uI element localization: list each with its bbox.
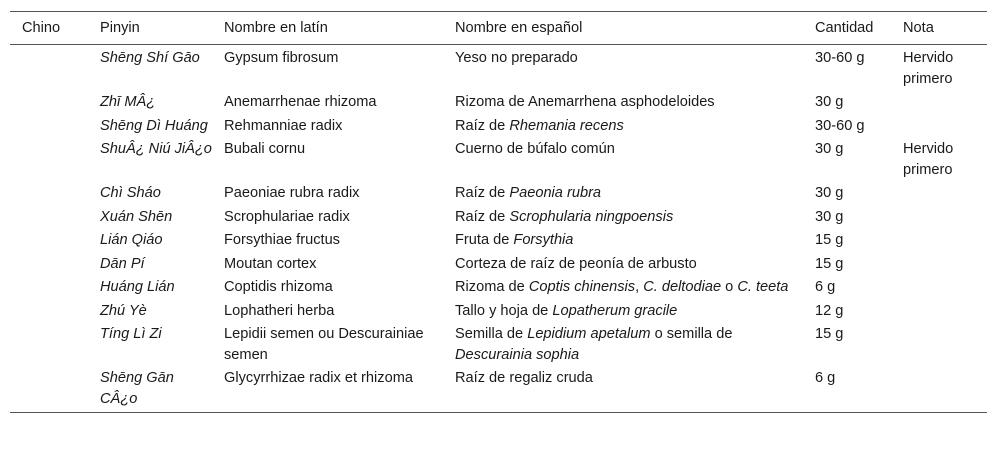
cell-quantity: 15 g <box>815 255 844 272</box>
cell-latin-name: Paeoniae rubra radix <box>224 185 360 201</box>
cell-note <box>897 90 987 114</box>
cell-chinese <box>10 181 94 205</box>
cell-spanish-name <box>449 366 809 413</box>
cell-quantity: 30 g <box>815 141 844 157</box>
cell-pinyin: Xuán Shēn <box>100 208 173 225</box>
cell-latin-name: Bubali cornu <box>224 141 306 157</box>
cell-latin-name: Lepidii semen ou Descurainiae semen <box>224 326 424 363</box>
species-name: Paeonia rubra <box>509 185 602 201</box>
cell-spanish-name <box>449 205 809 229</box>
text-segment: Tallo y hoja de <box>455 302 553 319</box>
table-row <box>10 90 987 114</box>
species-name: Forsythia <box>513 232 574 248</box>
species-name: Rhemania recens <box>509 117 624 134</box>
table-body <box>10 45 987 413</box>
cell-latin-name: Moutan cortex <box>224 255 317 272</box>
cell-note: Hervido primero <box>903 141 954 178</box>
cell-quantity: 30 g <box>815 208 844 225</box>
cell-latin-name: Lophatheri herba <box>224 302 335 319</box>
table-row <box>10 114 987 138</box>
cell-note <box>897 322 987 366</box>
cell-note <box>897 114 987 138</box>
cell-chinese <box>10 205 94 229</box>
species-name: Descurainia sophia <box>455 346 580 363</box>
cell-quantity: 6 g <box>809 366 897 413</box>
table-row <box>10 205 987 229</box>
text-segment: Raíz de regaliz cruda <box>455 370 593 386</box>
text-segment: Rizoma de <box>455 279 529 295</box>
header-latin-name: Nombre en latín <box>218 12 449 45</box>
cell-latin-name: Coptidis rhizoma <box>224 279 333 295</box>
cell-spanish-name <box>449 252 809 276</box>
cell-latin-name: Gypsum fibrosum <box>224 50 339 66</box>
table-row <box>10 181 987 205</box>
text-segment: o <box>721 279 738 295</box>
cell-note <box>897 181 987 205</box>
cell-spanish-name <box>449 181 809 205</box>
cell-pinyin: Shēng Gān CÂ¿o <box>94 366 218 413</box>
cell-latin-name: Anemarrhenae rhizoma <box>224 94 377 110</box>
text-segment: Fruta de <box>455 232 514 248</box>
species-name: Lepidium apetalum <box>527 326 651 342</box>
cell-note <box>897 366 987 413</box>
cell-chinese <box>10 90 94 114</box>
table-row <box>10 137 987 181</box>
cell-quantity: 15 g <box>815 326 844 342</box>
cell-note <box>897 252 987 276</box>
text-segment: Raíz de <box>455 208 510 225</box>
text-segment: Yeso no preparado <box>455 50 578 66</box>
table-row <box>10 322 987 366</box>
text-segment: o semilla de <box>650 326 733 342</box>
herbal-formula-table <box>10 11 987 413</box>
cell-chinese <box>10 228 94 252</box>
text-segment: , <box>635 279 644 295</box>
cell-spanish-name <box>449 299 809 323</box>
cell-pinyin: Dān Pí <box>100 255 145 272</box>
cell-chinese <box>10 137 94 181</box>
species-name: Lopatherum gracile <box>552 302 678 319</box>
cell-latin-name: Forsythiae fructus <box>224 232 340 248</box>
cell-latin-name: Glycyrrhizae radix et rhizoma <box>218 366 449 413</box>
table-row <box>10 228 987 252</box>
cell-spanish-name <box>449 45 809 91</box>
cell-chinese <box>10 366 94 413</box>
text-segment: Corteza de raíz de peonía de arbusto <box>455 255 697 272</box>
table-row <box>10 366 987 413</box>
header-spanish-name: Nombre en español <box>449 12 809 45</box>
cell-note <box>897 275 987 299</box>
cell-chinese <box>10 275 94 299</box>
species-name: Coptis chinensis <box>528 279 636 295</box>
cell-spanish-name <box>449 322 809 366</box>
cell-quantity: 15 g <box>815 232 844 248</box>
cell-pinyin: Shēng Shí Gāo <box>100 50 200 66</box>
cell-pinyin: Huáng Lián <box>100 279 175 295</box>
cell-spanish-name <box>449 114 809 138</box>
header-quantity: Cantidad <box>809 12 897 45</box>
cell-pinyin: Lián Qiáo <box>100 232 163 248</box>
cell-chinese <box>10 45 94 91</box>
cell-note <box>897 299 987 323</box>
cell-chinese <box>10 322 94 366</box>
cell-chinese <box>10 252 94 276</box>
cell-quantity: 30-60 g <box>815 117 865 134</box>
cell-quantity: 12 g <box>815 302 844 319</box>
cell-spanish-name <box>449 90 809 114</box>
header-pinyin: Pinyin <box>94 12 218 45</box>
cell-quantity: 30-60 g <box>815 50 865 66</box>
cell-chinese <box>10 114 94 138</box>
header-chinese: Chino <box>10 12 94 45</box>
cell-latin-name: Rehmanniae radix <box>224 117 343 134</box>
cell-pinyin: ShuÂ¿ Niú JiÂ¿o <box>100 141 212 157</box>
cell-spanish-name <box>449 228 809 252</box>
cell-note <box>897 205 987 229</box>
text-segment: Cuerno de búfalo común <box>455 141 615 157</box>
cell-spanish-name <box>449 137 809 181</box>
table-row <box>10 299 987 323</box>
cell-note <box>897 228 987 252</box>
table-header-row <box>10 12 987 45</box>
cell-latin-name: Scrophulariae radix <box>224 208 350 225</box>
text-segment: Raíz de <box>455 185 510 201</box>
cell-pinyin: Zhī MÂ¿ <box>100 94 156 110</box>
cell-chinese <box>10 299 94 323</box>
cell-quantity: 6 g <box>815 279 836 295</box>
cell-quantity: 30 g <box>815 185 844 201</box>
species-name: C. deltodiae <box>643 279 722 295</box>
cell-pinyin: Zhú Yè <box>100 302 147 319</box>
table-row <box>10 45 987 91</box>
table-row <box>10 252 987 276</box>
cell-pinyin: Chì Sháo <box>100 185 161 201</box>
text-segment: Semilla de <box>455 326 528 342</box>
cell-spanish-name <box>449 275 809 299</box>
cell-pinyin: Shēng Dì Huáng <box>100 117 208 134</box>
header-note: Nota <box>897 12 987 45</box>
text-segment: Rizoma de Anemarrhena asphodeloides <box>455 94 715 110</box>
species-name: Scrophularia ningpoensis <box>509 208 674 225</box>
species-name: C. teeta <box>737 279 789 295</box>
cell-quantity: 30 g <box>815 94 844 110</box>
cell-pinyin: Tíng Lì Zi <box>100 326 162 342</box>
table-row <box>10 275 987 299</box>
cell-note: Hervido primero <box>903 50 954 87</box>
text-segment: Raíz de <box>455 117 510 134</box>
